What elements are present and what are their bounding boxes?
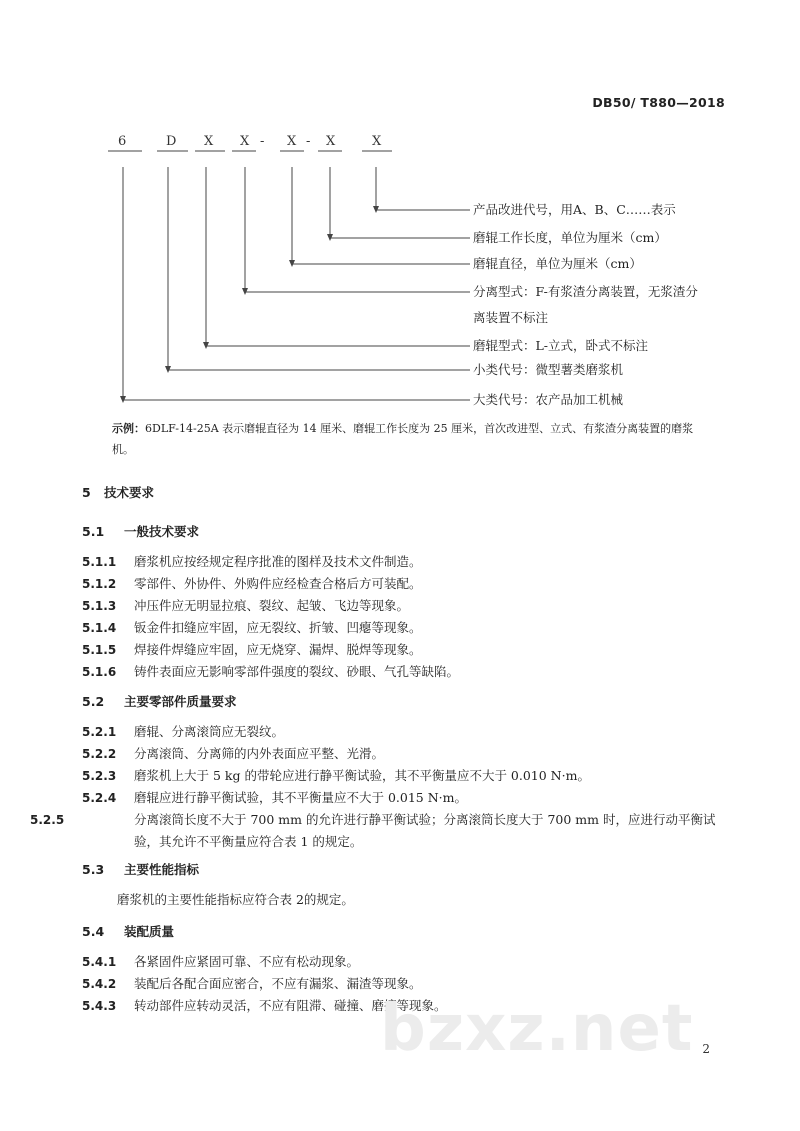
clause-text: 铸件表面应无影响零部件强度的裂纹、砂眼、气孔等缺陷。 (134, 664, 460, 679)
leader-line-diameter (292, 167, 470, 264)
clause-number: 5.1.5 (82, 643, 117, 657)
clause-number: 5.1.6 (82, 665, 117, 679)
desc-subclass: 小类代号：微型薯类磨浆机 (473, 362, 624, 377)
clause-number: 5.2.2 (82, 747, 117, 761)
section-5-heading (82, 483, 154, 501)
clause-item (30, 809, 722, 853)
standard-code-header: DB50/ T880—2018 (592, 95, 725, 110)
clause-number: 5.1.1 (82, 555, 117, 569)
page-number: 2 (702, 1042, 710, 1056)
section-number: 5.4 (82, 924, 105, 939)
section-5-4-heading (82, 922, 174, 940)
clause-item (82, 595, 722, 617)
clause-item (82, 639, 722, 661)
section-5-3-heading (82, 860, 199, 878)
clause-text: 分离滚筒、分离筛的内外表面应平整、光滑。 (134, 746, 385, 761)
clause-text: 各紧固件应紧固可靠、不应有松动现象。 (134, 954, 360, 969)
clause-number: 5.2.5 (30, 813, 65, 827)
clause-text: 转动部件应转动灵活，不应有阻滞、碰撞、磨擦等现象。 (134, 998, 447, 1013)
leader-line-improvement (376, 167, 470, 210)
clause-number: 5.4.3 (82, 999, 117, 1013)
clause-item (82, 573, 722, 595)
leader-line-class (123, 167, 470, 400)
clause-item (82, 743, 722, 765)
clause-item (82, 551, 722, 573)
code-char-diameter: X (287, 134, 297, 149)
clause-text: 分离滚筒长度不大于 700 mm 的允许进行静平衡试验；分离滚筒长度大于 700 mm 时，应进行动平衡试验，其允许不平衡量应符合表 1 的规定。 (134, 812, 716, 849)
clause-item (82, 721, 722, 743)
section-number: 5 (82, 485, 91, 500)
clause-text: 焊接件焊缝应牢固，应无烧穿、漏焊、脱焊等现象。 (134, 642, 422, 657)
leader-line-separation (245, 167, 470, 292)
clause-text: 磨浆机上大于 5 kg 的带轮应进行静平衡试验，其不平衡量应不大于 0.010 N·m。 (134, 768, 590, 783)
section-title: 主要零部件质量要求 (124, 694, 237, 709)
clause-text: 零部件、外协件、外购件应经检查合格后方可装配。 (134, 576, 422, 591)
section-number: 5.2 (82, 694, 105, 709)
clause-number: 5.2.3 (82, 769, 117, 783)
section-title: 一般技术要求 (124, 524, 200, 539)
clause-item (82, 617, 722, 639)
section-title: 装配质量 (124, 924, 175, 939)
desc-roller-type: 磨辊型式：L-立式，卧式不标注 (473, 338, 649, 353)
leader-line-roller-type (206, 167, 470, 346)
site-watermark: bzxz.net (380, 992, 694, 1066)
clause-number: 5.4.2 (82, 977, 117, 991)
code-char-class: 6 (118, 134, 127, 149)
code-char-dash: - (260, 134, 265, 149)
clause-number: 5.1.3 (82, 599, 117, 613)
section-title: 主要性能指标 (124, 862, 200, 877)
code-char-roller-type: X (204, 134, 214, 149)
code-char-improvement: X (372, 134, 382, 149)
desc-improvement: 产品改进代号，用A、B、C……表示 (473, 202, 676, 217)
clause-item (82, 661, 722, 683)
clause-text: 磨浆机应按经规定程序批准的图样及技术文件制造。 (134, 554, 422, 569)
clause-text: 钣金件扣缝应牢固，应无裂纹、折皱、凹瘪等现象。 (134, 620, 422, 635)
clause-number: 5.2.1 (82, 725, 117, 739)
section-title: 技术要求 (104, 485, 155, 500)
example-note (112, 418, 712, 460)
model-code-diagram (0, 0, 800, 420)
clause-item (82, 787, 722, 809)
desc-separation: 分离型式：F-有浆渣分离装置，无浆渣分 (473, 284, 698, 299)
desc-class: 大类代号：农产品加工机械 (473, 392, 624, 407)
clause-number: 5.4.1 (82, 955, 117, 969)
clause-number: 5.1.4 (82, 621, 117, 635)
section-number: 5.1 (82, 524, 105, 539)
leader-line-length (330, 167, 470, 238)
code-char-subclass: D (166, 134, 177, 149)
desc-length: 磨辊工作长度，单位为厘米（cm） (473, 230, 667, 245)
clause-item (82, 765, 722, 787)
clause-item (82, 951, 722, 973)
section-number: 5.3 (82, 862, 105, 877)
desc-separation-cont: 离装置不标注 (473, 310, 549, 325)
paragraph-text: 磨浆机的主要性能指标应符合表 2的规定。 (117, 892, 354, 907)
leader-line-subclass (168, 167, 470, 370)
code-char-dash: - (306, 134, 311, 149)
clause-text: 冲压件应无明显拉痕、裂纹、起皱、飞边等现象。 (134, 598, 410, 613)
desc-diameter: 磨辊直径，单位为厘米（cm） (473, 256, 642, 271)
clause-number: 5.1.2 (82, 577, 117, 591)
section-5-1-heading (82, 522, 199, 540)
code-char-length: X (326, 134, 336, 149)
example-text: 6DLF-14-25A 表示磨辊直径为 14 厘米、磨辊工作长度为 25 厘米，首次改进型、立式、有浆渣分离装置的磨浆机。 (112, 422, 694, 456)
section-5-2-heading (82, 692, 237, 710)
clause-text: 装配后各配合面应密合，不应有漏浆、漏渣等现象。 (134, 976, 422, 991)
example-label: 示例： (112, 422, 145, 435)
clause-number: 5.2.4 (82, 791, 117, 805)
clause-text: 磨辊、分离滚筒应无裂纹。 (134, 724, 285, 739)
clause-text: 磨辊应进行静平衡试验，其不平衡量应不大于 0.015 N·m。 (134, 790, 467, 805)
code-char-separation: X (240, 134, 250, 149)
